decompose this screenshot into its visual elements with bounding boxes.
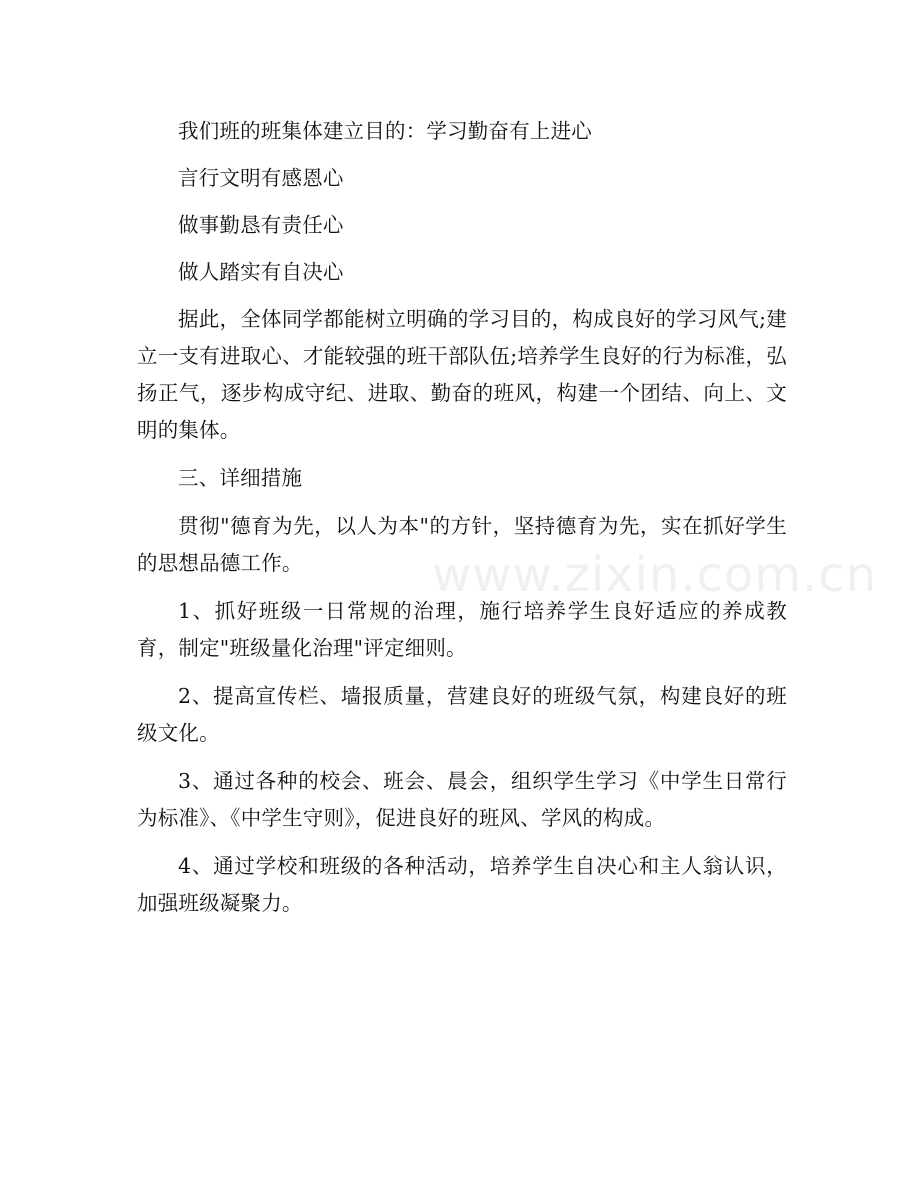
- list-item-3: 3、通过各种的校会、班会、晨会，组织学生学习《中学生日常行为标准》、《中学生守则》，促进良好的班风、学风的构成。: [137, 769, 787, 830]
- section-heading-measures: 三、详细措施: [178, 466, 303, 490]
- list-item-4: 4、通过学校和班级的各种活动，培养学生自决心和主人翁认识，加强班级凝聚力。: [137, 854, 787, 915]
- paragraph-gratitude: 言行文明有感恩心: [178, 166, 344, 190]
- paragraph-goal: 我们班的班集体建立目的：学习勤奋有上进心: [178, 119, 592, 143]
- watermark: www.zixin.com.cn: [432, 547, 878, 603]
- list-item-1: 1、抓好班级一日常规的治理，施行培养学生良好适应的养成教育，制定"班级量化治理"评定细则。: [137, 599, 787, 660]
- list-item-2: 2、提高宣传栏、墙报质量，营建良好的班级气氛，构建良好的班级文化。: [137, 684, 787, 745]
- paragraph-summary: 据此，全体同学都能树立明确的学习目的，构成良好的学习风气;建立一支有进取心、才能较强的班干部队伍;培养学生良好的行为标准，弘扬正气，逐步构成守纪、进取、勤奋的班风，构建一个团结、向上、文明的集体。: [137, 307, 787, 442]
- paragraph-moral-education: 贯彻"德育为先，以人为本"的方针，坚持德育为先，实在抓好学生的思想品德工作。: [137, 514, 787, 575]
- paragraph-self-determination: 做人踏实有自决心: [178, 260, 344, 284]
- paragraph-responsibility: 做事勤恳有责任心: [178, 213, 344, 237]
- document-body: [137, 113, 787, 922]
